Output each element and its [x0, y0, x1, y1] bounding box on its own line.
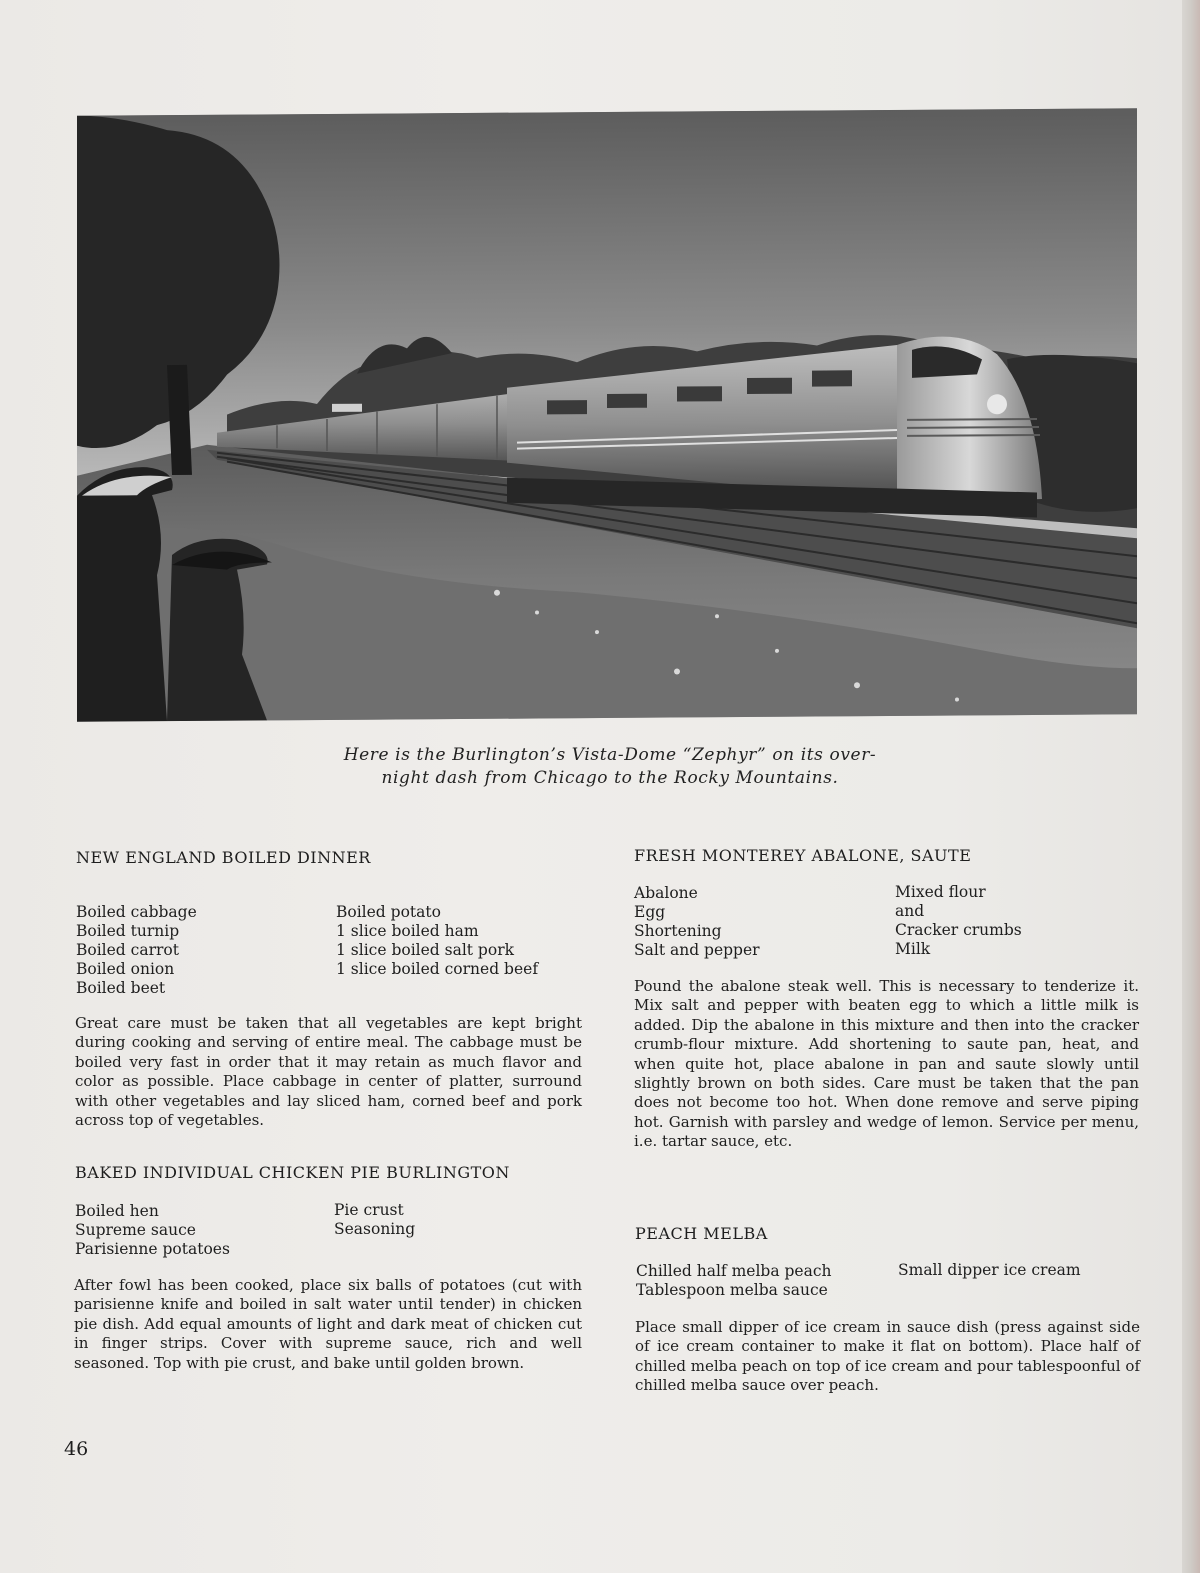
recipe-title-chicken-pie: BAKED INDIVIDUAL CHICKEN PIE BURLINGTON: [75, 1163, 510, 1182]
ingredients-abalone-col2: [895, 883, 1022, 959]
ingredient-item: 1 slice boiled ham: [336, 922, 479, 940]
ingredients-peach-melba-col2: [898, 1261, 1081, 1280]
ingredient-item: Tablespoon melba sauce: [636, 1281, 828, 1299]
ingredient-item: Pie crust: [334, 1201, 404, 1219]
ingredient-item: Chilled half melba peach: [636, 1262, 832, 1280]
ingredient-item: Boiled cabbage: [76, 903, 197, 921]
recipe-title-boiled-dinner: NEW ENGLAND BOILED DINNER: [76, 848, 371, 867]
ingredient-item: 1 slice boiled salt pork: [336, 941, 514, 959]
photo-caption: [330, 744, 890, 790]
ingredient-item: Small dipper ice cream: [898, 1261, 1081, 1279]
recipe-title-abalone: FRESH MONTEREY ABALONE, SAUTE: [634, 846, 972, 865]
ingredient-item: Cracker crumbs: [895, 921, 1022, 939]
page-edge: [1182, 0, 1200, 1573]
ingredient-item: Boiled turnip: [76, 922, 180, 940]
ingredient-item: Boiled onion: [76, 960, 175, 978]
instructions-peach-melba: Place small dipper of ice cream in sauce dish (press against side of ice cream container to make it flat on bottom). Place half of chilled melba peach on top of ice cream and pour tablespoonful of chilled melba sauce over peach.: [635, 1318, 1140, 1395]
instructions-chicken-pie: After fowl has been cooked, place six balls of potatoes (cut with parisienne knife and boiled in salt water until tender) in chicken pie dish. Add equal amounts of light and dark meat of chicken cut in finger strips. Cover with supreme sauce, rich and well seasoned. Top with pie crust, and bake until golden brown.: [74, 1276, 582, 1372]
ingredient-item: Seasoning: [334, 1220, 416, 1238]
instructions-boiled-dinner: Great care must be taken that all vegetables are kept bright during cooking and serving of entire meal. The cabbage must be boiled very fast in order that it may retain as much flavor and color as possible. Place cabbage in center of platter, surround with other vegetables and lay sliced ham, corned beef and pork across top of vegetables.: [75, 1014, 582, 1130]
ingredient-item: Salt and pepper: [634, 941, 760, 959]
ingredient-item: and: [895, 902, 925, 920]
ingredient-item: Abalone: [634, 884, 698, 902]
ingredient-item: Egg: [634, 903, 666, 921]
ingredient-item: Parisienne potatoes: [75, 1240, 230, 1258]
train-photograph: [77, 108, 1137, 721]
ingredients-boiled-dinner-col1: [76, 903, 197, 998]
ingredient-item: 1 slice boiled corned beef: [336, 960, 539, 978]
caption-line-1: Here is the Burlington’s Vista-Dome “Zephyr” on its over-: [343, 745, 877, 765]
ingredient-item: Milk: [895, 940, 931, 958]
ingredient-item: Supreme sauce: [75, 1221, 196, 1239]
ingredient-item: Boiled carrot: [76, 941, 179, 959]
ingredient-item: Boiled beet: [76, 979, 166, 997]
ingredient-item: Boiled hen: [75, 1202, 159, 1220]
ingredient-item: Shortening: [634, 922, 722, 940]
ingredient-item: Boiled potato: [336, 903, 441, 921]
instructions-abalone: Pound the abalone steak well. This is necessary to tenderize it. Mix salt and pepper with beaten egg to which a little milk is added. Dip the abalone in this mixture and then into the cracker crumb-flour mixture. Add shortening to saute pan, heat, and when quite hot, place abalone in pan and saute slowly until slightly brown on both sides. Care must be taken that the pan does not become too hot. When done remove and serve piping hot. Garnish with parsley and wedge of lemon. Service per menu, i.e. tartar sauce, etc.: [634, 977, 1139, 1151]
recipe-title-peach-melba: PEACH MELBA: [635, 1224, 768, 1243]
ingredients-boiled-dinner-col2: [336, 903, 538, 979]
ingredients-abalone-col1: [634, 884, 760, 960]
ingredients-chicken-pie-col2: [334, 1201, 415, 1239]
ingredients-chicken-pie-col1: [75, 1202, 230, 1259]
caption-line-2: night dash from Chicago to the Rocky Mountains.: [381, 768, 839, 788]
ingredient-item: Mixed flour: [895, 883, 986, 901]
page-number: 46: [64, 1438, 89, 1460]
ingredients-peach-melba-col1: [636, 1262, 832, 1300]
